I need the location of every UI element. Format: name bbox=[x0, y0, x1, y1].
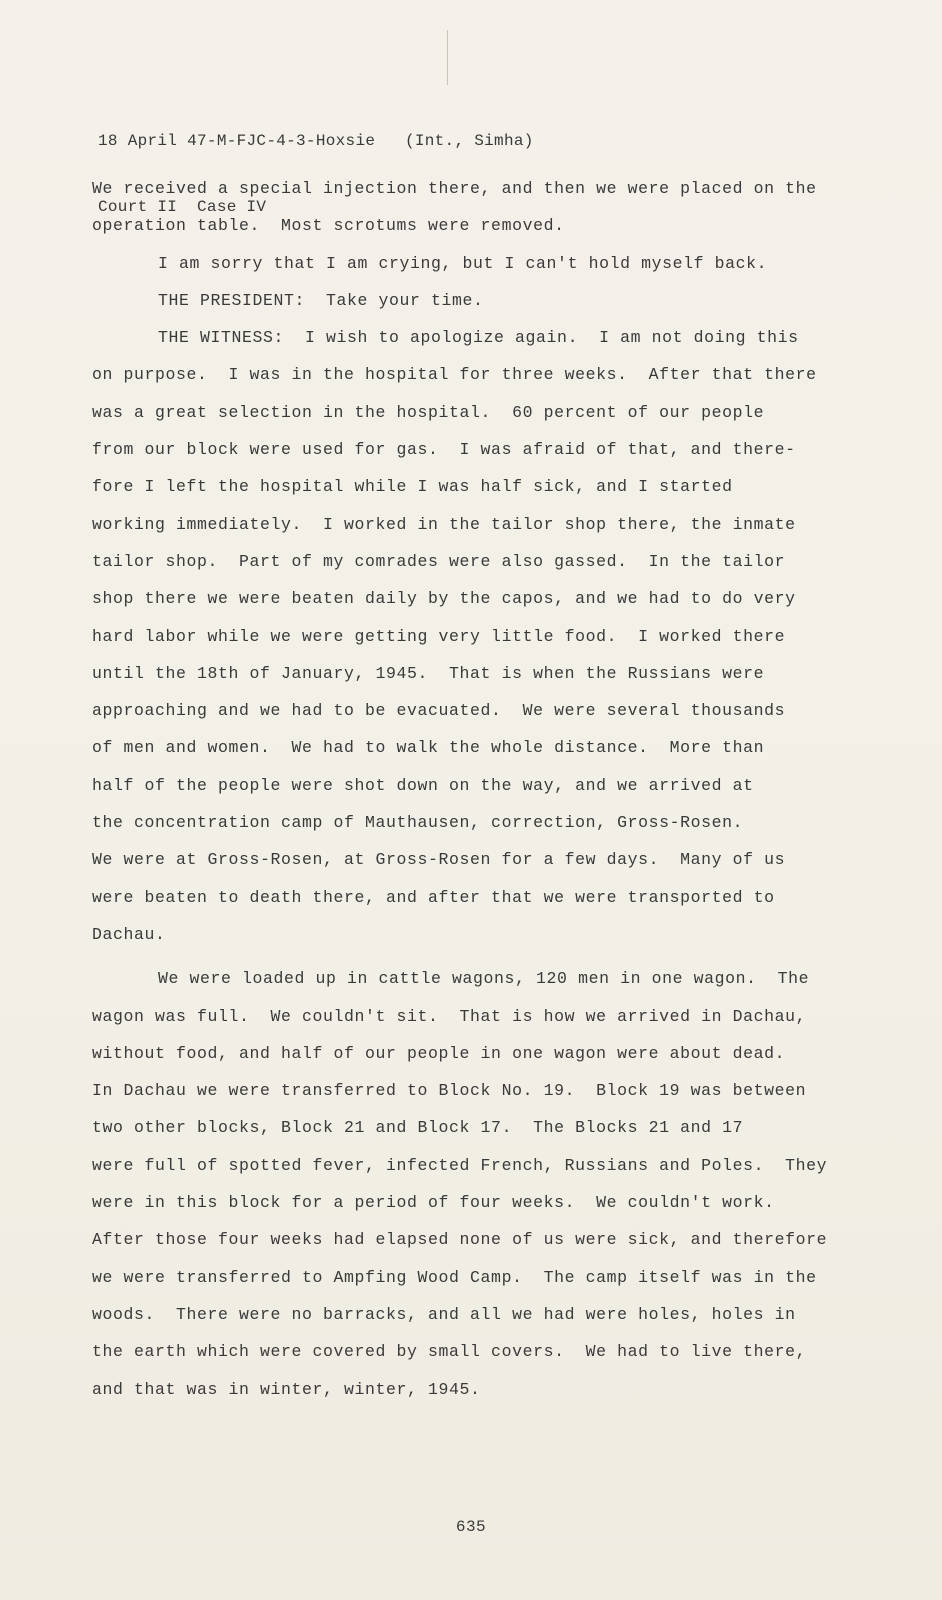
text-line: and that was in winter, winter, 1945. bbox=[92, 1379, 481, 1399]
text-line: were full of spotted fever, infected French, Russians and Poles. They bbox=[92, 1155, 828, 1175]
transcript-body bbox=[92, 170, 922, 1408]
text-line: We were at Gross-Rosen, at Gross-Rosen for a few days. Many of us bbox=[92, 850, 786, 870]
text-line: without food, and half of our people in one wagon were about dead. bbox=[92, 1043, 786, 1063]
text-line: two other blocks, Block 21 and Block 17. The Blocks 21 and 17 bbox=[92, 1118, 744, 1138]
text-line: Dachau. bbox=[92, 924, 166, 944]
text-line: I am sorry that I am crying, but I can't hold myself back. bbox=[158, 253, 768, 273]
text-line: the earth which were covered by small covers. We had to live there, bbox=[92, 1342, 807, 1362]
text-line: wagon was full. We couldn't sit. That is how we arrived in Dachau, bbox=[92, 1006, 807, 1026]
text-line: operation table. Most scrotums were removed. bbox=[92, 216, 565, 236]
text-line: until the 18th of January, 1945. That is when the Russians were bbox=[92, 663, 765, 683]
text-line: We received a special injection there, and then we were placed on the bbox=[92, 179, 817, 198]
text-line: we were transferred to Ampfing Wood Camp. The camp itself was in the bbox=[92, 1267, 817, 1287]
text-line: tailor shop. Part of my comrades were also gassed. In the tailor bbox=[92, 551, 786, 571]
page-number: 635 bbox=[455, 1518, 487, 1536]
text-line: THE PRESIDENT: Take your time. bbox=[158, 290, 484, 310]
text-line: woods. There were no barracks, and all we had were holes, holes in bbox=[92, 1304, 796, 1324]
text-line: shop there we were beaten daily by the capos, and we had to do very bbox=[92, 589, 796, 609]
text-line: In Dachau we were transferred to Block No. 19. Block 19 was between bbox=[92, 1081, 807, 1101]
header-line-2: Court II Case IV bbox=[98, 198, 267, 216]
text-line: the concentration camp of Mauthausen, correction, Gross-Rosen. bbox=[92, 813, 744, 833]
text-line: were beaten to death there, and after that we were transported to bbox=[92, 887, 775, 907]
text-line: of men and women. We had to walk the whole distance. More than bbox=[92, 738, 765, 758]
text-line: After those four weeks had elapsed none of us were sick, and therefore bbox=[92, 1230, 828, 1250]
text-line: working immediately. I worked in the tailor shop there, the inmate bbox=[92, 514, 796, 534]
text-line: were in this block for a period of four weeks. We couldn't work. bbox=[92, 1193, 775, 1213]
text-line: We were loaded up in cattle wagons, 120 men in one wagon. The bbox=[158, 969, 810, 989]
text-line: from our block were used for gas. I was afraid of that, and there- bbox=[92, 440, 796, 460]
page-fold-mark bbox=[447, 30, 448, 85]
text-line: hard labor while we were getting very little food. I worked there bbox=[92, 626, 786, 646]
text-line: was a great selection in the hospital. 60 percent of our people bbox=[92, 402, 765, 422]
text-line: THE WITNESS: I wish to apologize again. I am not doing this bbox=[158, 328, 799, 348]
text-line: fore I left the hospital while I was half sick, and I started bbox=[92, 477, 733, 497]
header-line-1: 18 April 47-M-FJC-4-3-Hoxsie (Int., Simha) bbox=[98, 132, 534, 150]
text-line: approaching and we had to be evacuated. We were several thousands bbox=[92, 701, 786, 721]
text-line: on purpose. I was in the hospital for three weeks. After that there bbox=[92, 365, 817, 385]
text-line: half of the people were shot down on the way, and we arrived at bbox=[92, 775, 754, 795]
